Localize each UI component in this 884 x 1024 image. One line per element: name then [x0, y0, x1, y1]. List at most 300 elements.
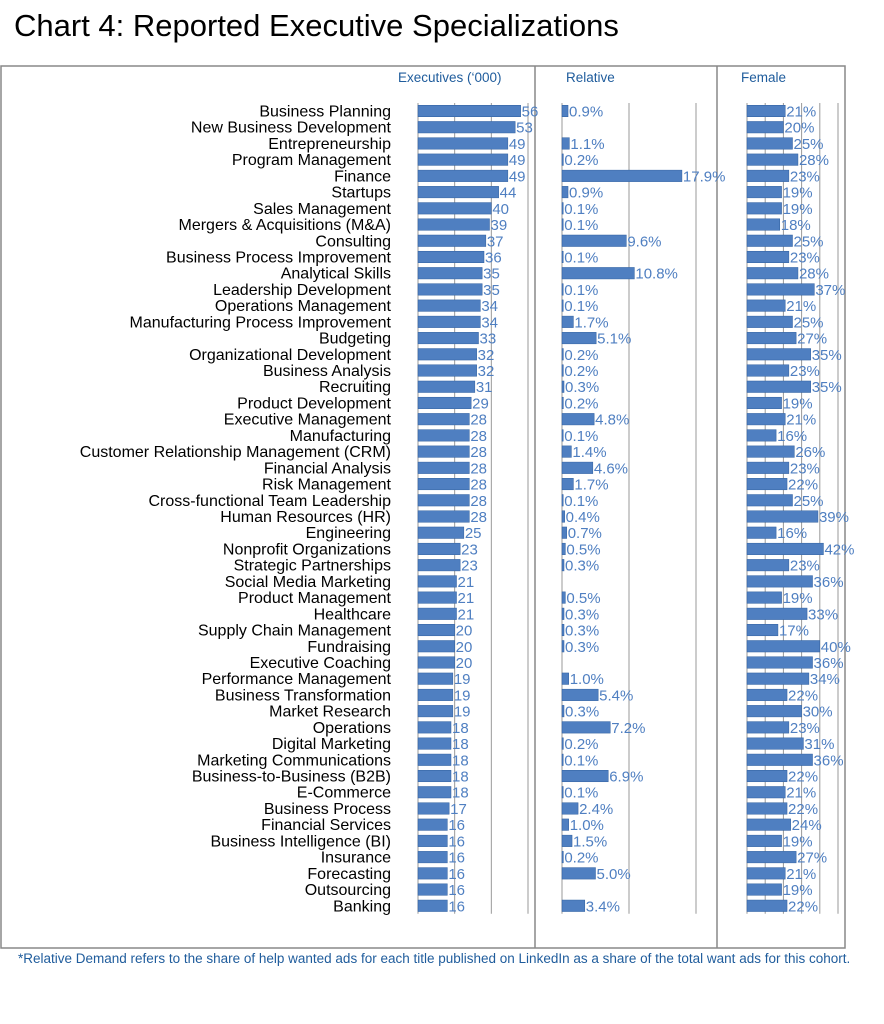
bar	[562, 705, 564, 717]
bar	[747, 397, 782, 409]
data-label: 44	[499, 184, 517, 202]
data-label: 0.4%	[565, 509, 600, 526]
bar	[747, 316, 793, 328]
bar	[747, 641, 820, 653]
data-label: 28	[470, 492, 488, 510]
bar	[747, 559, 789, 571]
data-label: 24%	[791, 817, 822, 835]
bar	[418, 657, 455, 669]
bar	[562, 641, 564, 653]
bar	[418, 478, 469, 490]
data-label: 49	[508, 168, 526, 186]
category-label: Product Development	[237, 395, 391, 413]
bar	[418, 332, 479, 344]
bar	[562, 738, 563, 750]
data-label: 18%	[780, 217, 811, 235]
category-label: Marketing Communications	[197, 752, 391, 770]
bar	[562, 754, 563, 766]
bar	[747, 430, 776, 442]
bar	[562, 624, 564, 636]
data-label: 36%	[813, 654, 844, 672]
bar	[562, 592, 565, 604]
data-label: 34	[481, 298, 499, 316]
category-label: Business Analysis	[262, 363, 391, 381]
bar	[562, 170, 682, 182]
category-label: Executive Coaching	[249, 654, 391, 672]
data-label: 28	[470, 427, 488, 445]
bar	[562, 689, 598, 701]
data-label: 49	[508, 152, 526, 170]
bar	[418, 543, 460, 555]
data-label: 0.1%	[564, 200, 599, 218]
bar	[418, 365, 477, 377]
bar	[418, 397, 471, 409]
bar	[747, 705, 802, 717]
data-label: 0.1%	[564, 752, 599, 770]
data-label: 4.8%	[595, 411, 630, 429]
bar	[418, 803, 449, 815]
bar	[418, 868, 447, 880]
data-label: 18	[452, 736, 469, 754]
data-label: 21	[457, 606, 475, 624]
bar	[418, 430, 469, 442]
data-label: 23%	[789, 557, 820, 575]
bar	[418, 641, 455, 653]
data-label: 19%	[782, 882, 813, 900]
data-label: 56	[521, 103, 539, 121]
data-label: 28%	[798, 152, 829, 170]
bar	[562, 235, 626, 247]
data-label: 23	[461, 541, 478, 559]
data-label: 0.7%	[567, 525, 602, 543]
bar	[747, 624, 778, 636]
data-label: 0.3%	[565, 622, 600, 640]
category-label: Operations Management	[214, 298, 391, 316]
bar	[747, 592, 782, 604]
data-label: 16%	[777, 525, 808, 543]
bar	[562, 478, 573, 490]
category-label: Supply Chain Management	[197, 622, 391, 640]
bar	[747, 446, 794, 458]
bar	[747, 754, 813, 766]
bar	[562, 835, 572, 847]
bar	[418, 349, 477, 361]
bar	[562, 203, 563, 215]
data-label: 18	[452, 768, 469, 786]
data-label: 1.0%	[569, 671, 604, 689]
bar	[562, 430, 563, 442]
bar	[418, 624, 455, 636]
data-label: 16	[448, 817, 466, 835]
category-label: Product Management	[238, 590, 391, 608]
bar	[418, 770, 451, 782]
bar	[747, 495, 793, 507]
bar	[747, 413, 785, 425]
data-label: 0.3%	[565, 638, 600, 656]
bar	[418, 705, 453, 717]
data-label: 0.1%	[564, 217, 599, 235]
bar	[418, 203, 491, 215]
bar	[562, 559, 564, 571]
data-label: 7.2%	[611, 719, 646, 737]
data-label: 19%	[782, 200, 813, 218]
bar	[747, 543, 823, 555]
category-label: Performance Management	[201, 671, 391, 689]
data-label: 28	[470, 444, 488, 462]
chart-title: Chart 4: Reported Executive Specializations	[14, 8, 619, 43]
category-label: Business Process Improvement	[166, 249, 391, 267]
bar	[747, 219, 780, 231]
data-label: 19%	[782, 590, 813, 608]
data-label: 0.5%	[566, 541, 601, 559]
bar	[418, 754, 451, 766]
bar	[562, 868, 596, 880]
data-label: 33	[479, 330, 497, 348]
data-label: 16%	[777, 427, 808, 445]
bar	[747, 722, 789, 734]
bar	[747, 462, 789, 474]
data-label: 5.4%	[599, 687, 634, 705]
category-label: E-Commerce	[296, 784, 391, 802]
category-label: Consulting	[315, 233, 391, 251]
data-label: 27%	[797, 849, 828, 867]
data-label: 35	[483, 281, 500, 299]
category-label: Digital Marketing	[271, 736, 391, 754]
bar	[418, 592, 457, 604]
bar	[562, 397, 563, 409]
data-label: 32	[477, 363, 495, 381]
data-label: 22%	[788, 898, 819, 916]
category-label: Entrepreneurship	[268, 135, 391, 153]
data-label: 19%	[782, 184, 813, 202]
category-label: Business-to-Business (B2B)	[191, 768, 391, 786]
bar	[562, 365, 563, 377]
bar	[747, 365, 789, 377]
bar	[418, 689, 453, 701]
bar	[562, 186, 568, 198]
data-label: 39	[490, 217, 508, 235]
category-label: Mergers & Acquisitions (M&A)	[178, 217, 391, 235]
category-label: Social Media Marketing	[224, 573, 391, 591]
data-label: 40%	[820, 638, 851, 656]
category-label: Business Process	[263, 800, 391, 818]
data-label: 25	[464, 525, 482, 543]
bar	[418, 738, 451, 750]
bar	[418, 576, 457, 588]
data-label: 31	[475, 379, 493, 397]
data-label: 28	[470, 509, 488, 526]
data-label: 1.5%	[573, 833, 608, 851]
bar	[562, 786, 563, 798]
data-label: 18	[452, 719, 469, 737]
data-label: 0.9%	[569, 103, 604, 121]
data-label: 9.6%	[627, 233, 662, 251]
bar	[562, 300, 563, 312]
series-header-3: Female	[741, 70, 787, 85]
category-label: New Business Development	[190, 119, 391, 137]
bar	[747, 673, 809, 685]
bar	[418, 786, 451, 798]
data-label: 22%	[788, 768, 819, 786]
data-label: 23%	[789, 719, 820, 737]
bar	[418, 170, 508, 182]
bar	[747, 884, 782, 896]
bar	[747, 284, 814, 296]
data-label: 29	[472, 395, 489, 413]
chart-frame	[1, 66, 845, 948]
data-label: 21%	[786, 784, 817, 802]
data-label: 17.9%	[682, 168, 726, 186]
series-header-1: Executives (‘000)	[398, 70, 502, 85]
data-label: 22%	[788, 476, 819, 494]
data-label: 36%	[813, 573, 844, 591]
bar	[562, 349, 563, 361]
bar	[562, 138, 569, 150]
bar	[747, 689, 787, 701]
bar	[747, 121, 783, 133]
data-label: 25%	[793, 492, 824, 510]
bar	[562, 154, 563, 166]
data-label: 20%	[784, 119, 815, 137]
data-label: 18	[452, 752, 469, 770]
data-label: 1.4%	[572, 444, 607, 462]
category-label: Risk Management	[262, 476, 391, 494]
category-label: Business Intelligence (BI)	[210, 833, 391, 851]
bar	[562, 267, 634, 279]
bar	[562, 446, 571, 458]
category-label: Banking	[333, 898, 391, 916]
data-label: 16	[448, 882, 466, 900]
data-label: 26%	[795, 444, 826, 462]
data-label: 0.3%	[565, 557, 600, 575]
bar	[747, 349, 811, 361]
category-label: Cross-functional Team Leadership	[148, 492, 391, 510]
category-label: Executive Management	[223, 411, 391, 429]
category-label: Startups	[331, 184, 391, 202]
bar	[747, 105, 785, 117]
bar	[747, 170, 789, 182]
category-label: Finance	[334, 168, 391, 186]
bar	[418, 138, 508, 150]
data-label: 33%	[808, 606, 839, 624]
data-label: 0.3%	[565, 606, 600, 624]
bar	[747, 576, 813, 588]
data-label: 34	[481, 314, 499, 332]
data-label: 0.5%	[566, 590, 601, 608]
bar	[747, 900, 787, 912]
bar	[418, 527, 464, 539]
data-label: 5.1%	[597, 330, 632, 348]
data-label: 0.2%	[564, 346, 599, 364]
bar	[562, 543, 565, 555]
data-label: 4.6%	[593, 460, 629, 478]
bar	[562, 673, 569, 685]
data-label: 16	[448, 865, 466, 883]
data-label: 22%	[788, 687, 819, 705]
bar	[418, 186, 499, 198]
bar	[747, 819, 791, 831]
data-label: 21	[457, 573, 475, 591]
data-label: 28	[470, 411, 488, 429]
bar	[747, 300, 785, 312]
bar	[418, 251, 484, 262]
bar	[418, 900, 447, 912]
data-label: 0.3%	[565, 379, 600, 397]
bar	[747, 786, 785, 798]
bar	[747, 835, 782, 847]
data-label: 0.1%	[564, 298, 599, 316]
bar	[562, 511, 565, 523]
data-label: 2.4%	[579, 800, 614, 818]
data-label: 0.1%	[564, 427, 599, 445]
bar	[562, 770, 608, 782]
data-label: 0.2%	[564, 736, 599, 754]
bar	[562, 495, 563, 507]
data-label: 20	[455, 654, 473, 672]
bar	[747, 478, 787, 490]
data-label: 21%	[786, 865, 817, 883]
bar	[562, 819, 569, 831]
data-label: 37	[486, 233, 504, 251]
data-label: 20	[455, 638, 473, 656]
data-label: 34%	[809, 671, 840, 689]
bar	[562, 900, 585, 912]
bar	[747, 527, 776, 539]
data-label: 35%	[811, 346, 842, 364]
bar	[747, 608, 807, 620]
bar	[562, 251, 563, 262]
category-label: Program Management	[231, 152, 391, 170]
bar	[418, 559, 460, 571]
category-label: Engineering	[305, 525, 391, 543]
bar	[747, 154, 798, 166]
bar	[562, 316, 573, 328]
data-label: 0.1%	[564, 281, 599, 299]
category-label: Healthcare	[313, 606, 391, 624]
data-label: 28	[470, 476, 488, 494]
data-label: 25%	[793, 314, 824, 332]
data-label: 36	[485, 249, 502, 267]
data-label: 21	[457, 590, 475, 608]
data-label: 1.7%	[574, 476, 609, 494]
bar	[418, 154, 508, 166]
category-label: Fundraising	[307, 638, 391, 656]
data-label: 0.1%	[564, 249, 599, 267]
data-label: 17	[450, 800, 467, 818]
category-label: Budgeting	[318, 330, 391, 348]
bar	[562, 722, 610, 734]
bar	[747, 203, 782, 215]
bar	[747, 770, 787, 782]
bar	[562, 381, 564, 393]
bar	[747, 138, 793, 150]
bar	[418, 673, 453, 685]
bar	[418, 608, 457, 620]
bar	[747, 267, 798, 279]
data-label: 10.8%	[635, 265, 678, 283]
bar	[747, 186, 782, 198]
data-label: 35%	[811, 379, 842, 397]
bar	[747, 511, 818, 523]
data-label: 0.2%	[564, 152, 599, 170]
bar	[562, 851, 563, 863]
data-label: 0.9%	[569, 184, 604, 202]
bar	[562, 608, 564, 620]
data-label: 19	[453, 687, 471, 705]
data-label: 1.7%	[574, 314, 609, 332]
bar	[418, 446, 469, 458]
data-label: 28%	[798, 265, 829, 283]
bar	[747, 235, 793, 247]
data-label: 30%	[802, 703, 833, 721]
data-label: 5.0%	[596, 865, 631, 883]
data-label: 35	[483, 265, 500, 283]
bar	[562, 105, 568, 117]
category-label: Sales Management	[253, 200, 391, 218]
category-label: Organizational Development	[189, 346, 391, 364]
bar	[418, 819, 447, 831]
data-label: 19	[453, 671, 471, 689]
data-label: 37%	[815, 281, 846, 299]
chart-area	[0, 64, 884, 954]
category-label: Analytical Skills	[280, 265, 391, 283]
bar	[562, 332, 596, 344]
category-label: Manufacturing	[289, 427, 391, 445]
bar	[747, 332, 796, 344]
category-label: Financial Services	[261, 817, 391, 835]
bar	[747, 251, 789, 262]
data-label: 0.2%	[564, 849, 599, 867]
data-label: 21%	[786, 103, 817, 121]
bar	[418, 835, 447, 847]
bar	[418, 722, 451, 734]
data-label: 0.2%	[564, 363, 599, 381]
data-label: 21%	[786, 411, 817, 429]
category-label: Customer Relationship Management (CRM)	[79, 444, 391, 462]
category-label: Operations	[312, 719, 391, 737]
bar	[747, 803, 787, 815]
category-label: Nonprofit Organizations	[222, 541, 391, 559]
bar	[418, 267, 482, 279]
bar	[747, 738, 803, 750]
category-label: Market Research	[269, 703, 391, 721]
data-label: 23%	[789, 363, 820, 381]
bar	[418, 300, 480, 312]
bar	[418, 235, 486, 247]
bar	[747, 868, 785, 880]
data-label: 19%	[782, 395, 813, 413]
data-label: 23%	[789, 249, 820, 267]
category-label: Business Transformation	[214, 687, 391, 705]
data-label: 1.0%	[569, 817, 604, 835]
data-label: 22%	[788, 800, 819, 818]
bar	[418, 495, 469, 507]
bar	[747, 657, 813, 669]
category-label: Human Resources (HR)	[220, 509, 391, 526]
bar	[418, 316, 480, 328]
data-label: 0.3%	[565, 703, 600, 721]
bar	[418, 381, 475, 393]
data-label: 0.1%	[564, 492, 599, 510]
bar	[418, 121, 515, 133]
bar	[418, 413, 469, 425]
data-label: 23%	[789, 168, 820, 186]
data-label: 27%	[797, 330, 828, 348]
data-label: 18	[452, 784, 469, 802]
data-label: 20	[455, 622, 473, 640]
category-label: Strategic Partnerships	[233, 557, 391, 575]
data-label: 36%	[813, 752, 844, 770]
